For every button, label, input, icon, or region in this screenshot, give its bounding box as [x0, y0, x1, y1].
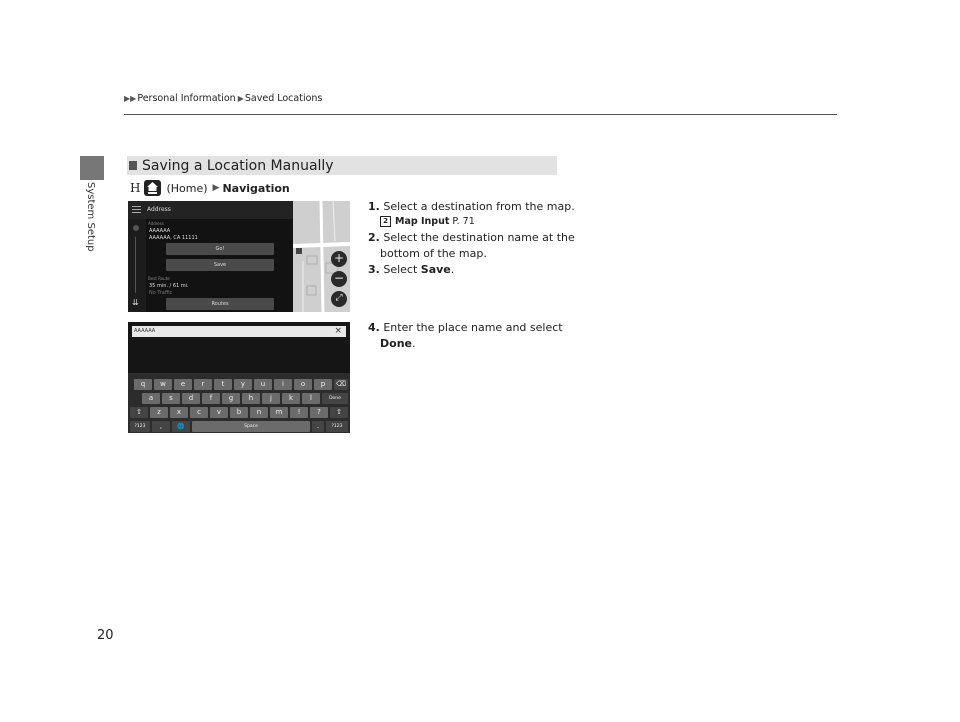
comma-key[interactable]: , [152, 421, 170, 432]
page-number: 20 [97, 628, 114, 643]
number-mode-key-left[interactable]: ?123 [130, 421, 150, 432]
key-q[interactable]: q [134, 379, 152, 390]
key-u[interactable]: u [254, 379, 272, 390]
place-name-input[interactable] [132, 326, 346, 337]
shift-key-right[interactable]: ⇧ [330, 407, 348, 418]
done-label: Done [380, 337, 412, 350]
key-x[interactable]: x [170, 407, 188, 418]
cross-reference[interactable] [380, 216, 475, 227]
step-number: 4. [368, 321, 380, 334]
scroll-track[interactable] [135, 237, 136, 293]
reference-label: Map Input [395, 216, 450, 227]
step-number: 3. [368, 263, 380, 276]
pin-icon [133, 225, 139, 231]
step-text-line1: Select the destination name at the [383, 231, 575, 244]
key-exclamation[interactable]: ! [290, 407, 308, 418]
key-j[interactable]: j [262, 393, 280, 404]
breadcrumb [124, 93, 322, 104]
best-route-label: Best Route [148, 276, 170, 281]
route-time: 35 min. / 61 mi. [149, 283, 189, 289]
go-button[interactable]: Go! [166, 243, 274, 255]
step-number: 1. [368, 200, 380, 213]
key-n[interactable]: n [250, 407, 268, 418]
step-text: Enter the place name and select [383, 321, 563, 334]
zoom-in-button[interactable]: + [331, 251, 347, 267]
reference-icon: 2 [380, 216, 391, 227]
number-mode-key-right[interactable]: ?123 [326, 421, 348, 432]
key-l[interactable]: l [302, 393, 320, 404]
key-k[interactable]: k [282, 393, 300, 404]
step-text: Select [383, 263, 421, 276]
menu-icon[interactable] [132, 206, 141, 213]
step-suffix: . [450, 263, 455, 276]
step-1 [368, 199, 575, 215]
save-button[interactable]: Save [166, 259, 274, 271]
routes-button[interactable]: Routes [166, 298, 274, 310]
breadcrumb-arrow-icon: ▶▶ [124, 94, 137, 103]
step-suffix: . [411, 337, 416, 350]
keyboard [128, 373, 350, 433]
step-number: 2. [368, 231, 380, 244]
breadcrumb-item-saved-locations: Saved Locations [244, 93, 323, 104]
globe-icon[interactable]: 🌐 [172, 421, 190, 432]
traffic-status: No Traffic [149, 290, 173, 296]
header-divider [124, 114, 837, 115]
map-view[interactable] [293, 201, 350, 312]
key-v[interactable]: v [210, 407, 228, 418]
path-arrow-icon: ▶ [212, 183, 220, 193]
h-glyph: H [130, 181, 141, 195]
section-heading [127, 156, 557, 175]
zoom-out-button[interactable]: − [331, 271, 347, 287]
key-i[interactable]: i [274, 379, 292, 390]
key-b[interactable]: b [230, 407, 248, 418]
key-y[interactable]: y [234, 379, 252, 390]
step-text: Select a destination from the map. [383, 200, 575, 213]
section-marker-icon [129, 161, 137, 170]
shift-key-left[interactable]: ⇧ [130, 407, 148, 418]
keyboard-screen [128, 322, 350, 433]
reference-page: P. 71 [452, 216, 475, 227]
key-p[interactable]: p [314, 379, 332, 390]
address-line2: AAAAAA, CA 11111 [149, 235, 198, 241]
section-title: Saving a Location Manually [142, 157, 334, 174]
key-m[interactable]: m [270, 407, 288, 418]
home-label: (Home) [166, 181, 208, 195]
key-s[interactable]: s [162, 393, 180, 404]
key-o[interactable]: o [294, 379, 312, 390]
address-line1: AAAAAA [149, 228, 171, 234]
step-3 [368, 262, 454, 278]
address-section-label: Address [148, 221, 164, 226]
key-e[interactable]: e [174, 379, 192, 390]
step-text-line2: bottom of the map. [380, 247, 487, 260]
key-f[interactable]: f [202, 393, 220, 404]
save-label: Save [420, 263, 451, 276]
place-name-value: AAAAAA [134, 328, 156, 334]
key-question[interactable]: ? [310, 407, 328, 418]
step-4 [368, 320, 563, 352]
expand-map-button[interactable]: ⤢ [331, 291, 347, 307]
chapter-tab [80, 156, 104, 180]
key-g[interactable]: g [222, 393, 240, 404]
screen-title: Address [147, 206, 171, 213]
clear-input-button[interactable]: × [334, 326, 342, 336]
key-t[interactable]: t [214, 379, 232, 390]
navigation-path [130, 180, 290, 196]
key-z[interactable]: z [150, 407, 168, 418]
key-c[interactable]: c [190, 407, 208, 418]
key-h[interactable]: h [242, 393, 260, 404]
address-panel [146, 219, 293, 312]
home-button-icon [144, 180, 161, 196]
address-screen [128, 201, 350, 312]
breadcrumb-item-personal-information: Personal Information [137, 93, 236, 104]
scroll-down-icon[interactable]: ⇊ [132, 298, 139, 307]
key-r[interactable]: r [194, 379, 212, 390]
period-key[interactable]: . [312, 421, 324, 432]
chapter-label: System Setup [85, 182, 96, 252]
breadcrumb-arrow-icon: ▶ [237, 94, 244, 103]
done-key[interactable]: Done [322, 393, 348, 404]
key-d[interactable]: d [182, 393, 200, 404]
key-a[interactable]: a [142, 393, 160, 404]
space-key[interactable]: Space [192, 421, 310, 432]
backspace-key[interactable]: ⌫ [334, 379, 348, 390]
step-2 [368, 230, 575, 262]
navigation-label: Navigation [222, 181, 290, 195]
key-w[interactable]: w [154, 379, 172, 390]
